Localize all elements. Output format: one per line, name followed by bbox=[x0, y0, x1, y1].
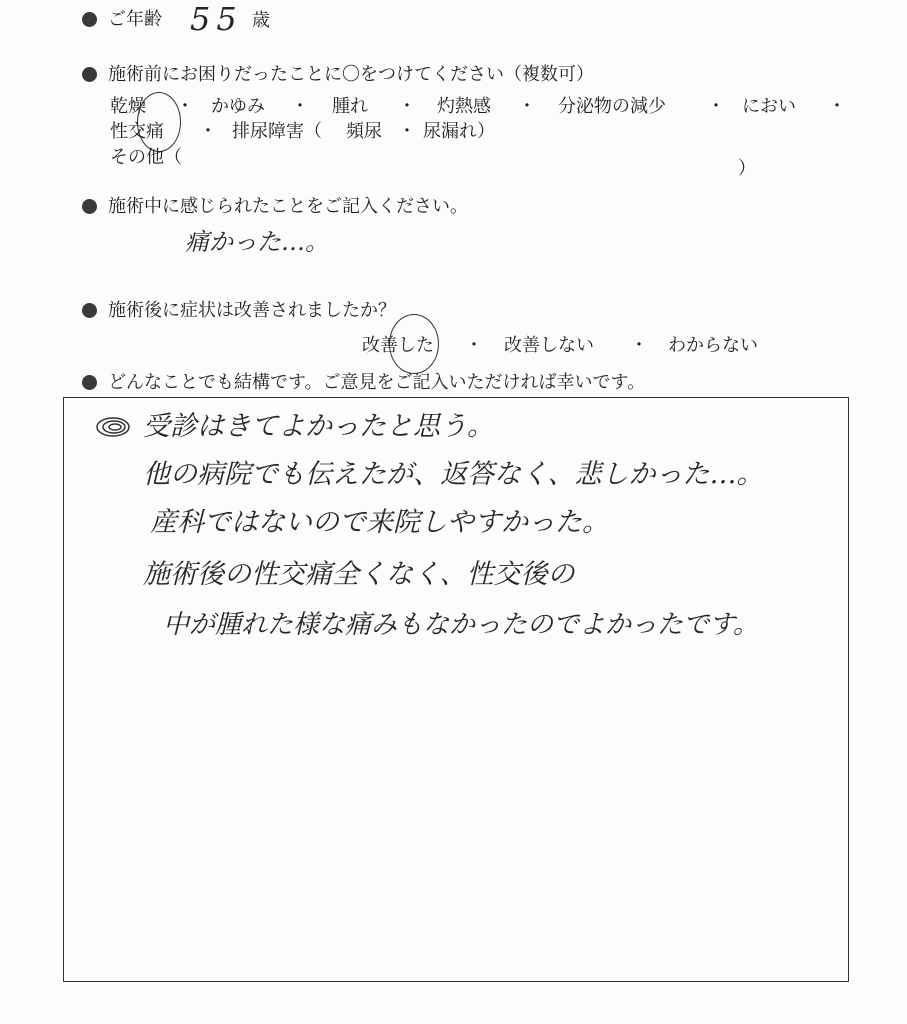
q1-question: 施術前にお困りだったことに〇をつけてください（複数可） bbox=[108, 64, 594, 85]
separator-dot: ・ bbox=[828, 96, 846, 117]
separator-dot: ・ bbox=[199, 121, 217, 142]
q4-question: どんなことでも結構です。ご意見をご記入いただければ幸いです。 bbox=[108, 372, 646, 393]
q3-question: 施術後に症状は改善されましたか？ bbox=[108, 300, 396, 321]
bullet-icon bbox=[82, 67, 97, 82]
bullet-icon bbox=[82, 199, 97, 214]
q3-question-row bbox=[82, 300, 396, 322]
separator-dot: ・ bbox=[465, 335, 483, 356]
q3-option-not-improved: 改善しない bbox=[504, 335, 594, 356]
comment-line-4: 施術後の性交痛全くなく、性交後の bbox=[143, 559, 575, 590]
q1-other-label: その他（ bbox=[110, 147, 182, 168]
q1-option-dyspareunia: 性交痛 bbox=[110, 121, 164, 142]
q1-option-burning: 灼熱感 bbox=[437, 96, 491, 117]
q4-question-row bbox=[82, 372, 645, 394]
scribble-mark-icon bbox=[93, 412, 133, 442]
q1-options-row-2 bbox=[0, 121, 907, 145]
q1-option-less-discharge: 分泌物の減少 bbox=[558, 96, 666, 117]
q1-option-incontinence: 尿漏れ） bbox=[423, 121, 495, 142]
q1-option-urinary-disorder: 排尿障害（ bbox=[232, 121, 322, 142]
q1-option-itch: かゆみ bbox=[211, 96, 265, 117]
q1-options-row-1 bbox=[0, 96, 907, 120]
comment-line-2: 他の病院でも伝えたが、返答なく、悲しかった…。 bbox=[143, 459, 764, 490]
q1-option-odor: におい bbox=[742, 96, 796, 117]
separator-dot: ・ bbox=[707, 96, 725, 117]
age-label: ご年齢 bbox=[108, 9, 162, 30]
q1-option-swelling: 腫れ bbox=[332, 96, 368, 117]
q2-question-row bbox=[82, 196, 468, 218]
separator-dot: ・ bbox=[291, 96, 309, 117]
comment-line-5: 中が腫れた様な痛みもなかったのでよかったです。 bbox=[163, 610, 759, 640]
comment-line-1: 受診はきてよかったと思う。 bbox=[143, 411, 494, 442]
bullet-icon bbox=[82, 303, 97, 318]
separator-dot: ・ bbox=[398, 96, 416, 117]
bullet-icon bbox=[82, 12, 97, 27]
q2-question: 施術中に感じられたことをご記入ください。 bbox=[108, 196, 468, 217]
q1-option-dryness: 乾燥 bbox=[110, 96, 146, 117]
q1-other-close: ） bbox=[738, 158, 756, 179]
q3-options-row bbox=[0, 335, 907, 359]
separator-dot: ・ bbox=[518, 96, 536, 117]
separator-dot: ・ bbox=[176, 96, 194, 117]
q1-option-frequency: 頻尿 bbox=[346, 121, 382, 142]
separator-dot: ・ bbox=[398, 121, 416, 142]
q3-option-improved: 改善した bbox=[362, 335, 434, 356]
separator-dot: ・ bbox=[630, 335, 648, 356]
q2-handwritten-answer: 痛かった…。 bbox=[185, 228, 329, 256]
comment-line-3: 産科ではないので来院しやすかった。 bbox=[150, 507, 609, 538]
age-value: 55 bbox=[190, 0, 243, 38]
selection-circle bbox=[389, 314, 439, 374]
age-unit: 歳 bbox=[252, 10, 270, 31]
bullet-icon bbox=[82, 375, 97, 390]
q1-question-row bbox=[82, 64, 594, 86]
age-row bbox=[82, 9, 162, 31]
q3-option-unknown: わからない bbox=[668, 335, 758, 356]
